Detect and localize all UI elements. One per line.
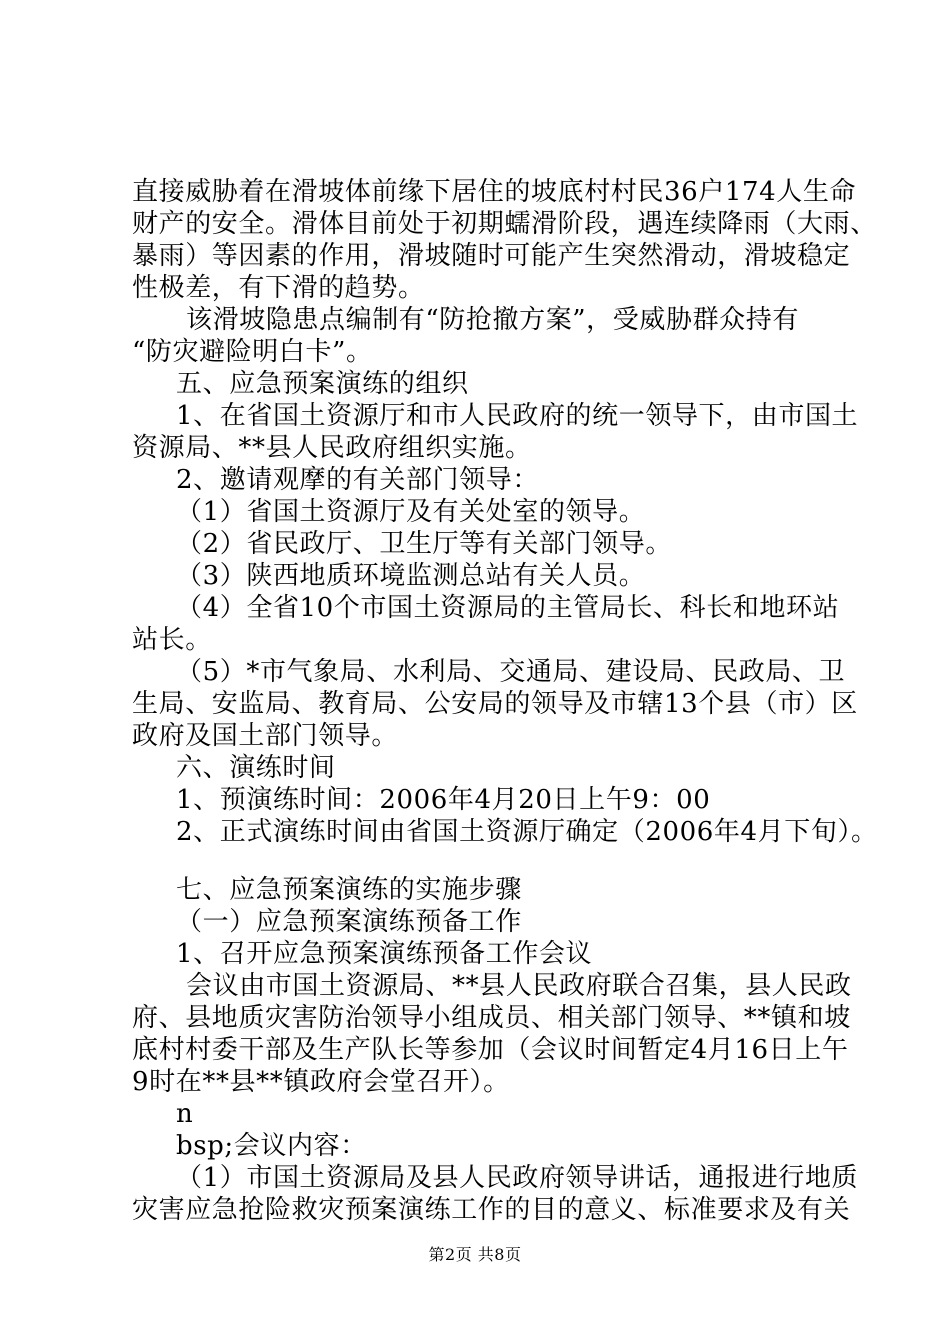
list-item: （1）市国土资源局及县人民政府领导讲话，通报进行地质 xyxy=(176,1163,859,1193)
section-heading: 五、应急预案演练的组织 xyxy=(176,369,469,399)
text-line: 1、在省国土资源厅和市人民政府的统一领导下，由市国土 xyxy=(176,401,859,431)
text-line: 2、邀请观摩的有关部门领导： xyxy=(176,465,539,495)
text-line: 底村村委干部及生产队长等参加（会议时间暂定4月16日上午 xyxy=(132,1035,849,1065)
text-line: 暴雨）等因素的作用，滑坡随时可能产生突然滑动，滑坡稳定 xyxy=(132,241,851,271)
text-line: 直接威胁着在滑坡体前缘下居住的坡底村村民36户174人生命 xyxy=(132,177,857,207)
text-line: 1、预演练时间：2006年4月20日上午9：00 xyxy=(176,785,711,815)
text-line: 2、正式演练时间由省国土资源厅确定（2006年4月下旬）。 xyxy=(176,817,878,847)
text-line: 府、县地质灾害防治领导小组成员、相关部门领导、**镇和坡 xyxy=(132,1003,851,1033)
text-line: n xyxy=(176,1099,194,1129)
list-item: （4）全省10个市国土资源局的主管局长、科长和地环站 xyxy=(176,593,840,623)
list-item: （3）陕西地质环境监测总站有关人员。 xyxy=(176,561,646,591)
text-line: 站长。 xyxy=(132,625,212,655)
text-line: 灾害应急抢险救灾预案演练工作的目的意义、标准要求及有关 xyxy=(132,1195,851,1225)
text-line: “防灾避险明白卡”。 xyxy=(132,337,373,367)
text-line: 生局、安监局、教育局、公安局的领导及市辖13个县（市）区 xyxy=(132,689,858,719)
text-line: bsp;会议内容： xyxy=(176,1131,367,1161)
text-line: 该滑坡隐患点编制有“防抢撤方案”，受威胁群众持有 xyxy=(186,305,799,335)
page-number-footer: 第2页 共8页 xyxy=(428,1245,522,1264)
list-item: （2）省民政厅、卫生厅等有关部门领导。 xyxy=(176,529,672,559)
text-line: 性极差，有下滑的趋势。 xyxy=(132,273,425,303)
text-line: 9时在**县**镇政府会堂召开）。 xyxy=(132,1067,510,1097)
list-item: （1）省国土资源厅及有关处室的领导。 xyxy=(176,497,646,527)
text-line: 财产的安全。滑体目前处于初期蠕滑阶段，遇连续降雨（大雨、 xyxy=(132,209,877,239)
section-heading: 七、应急预案演练的实施步骤 xyxy=(176,875,522,905)
text-line: 会议由市国土资源局、**县人民政府联合召集，县人民政 xyxy=(186,971,852,1001)
text-line: 资源局、**县人民政府组织实施。 xyxy=(132,433,532,463)
text-line: 政府及国土部门领导。 xyxy=(132,721,399,751)
section-heading: 六、演练时间 xyxy=(176,753,336,783)
sub-heading: （一）应急预案演练预备工作 xyxy=(176,907,522,937)
text-line: 1、召开应急预案演练预备工作会议 xyxy=(176,939,593,969)
list-item: （5）*市气象局、水利局、交通局、建设局、民政局、卫 xyxy=(176,657,846,687)
